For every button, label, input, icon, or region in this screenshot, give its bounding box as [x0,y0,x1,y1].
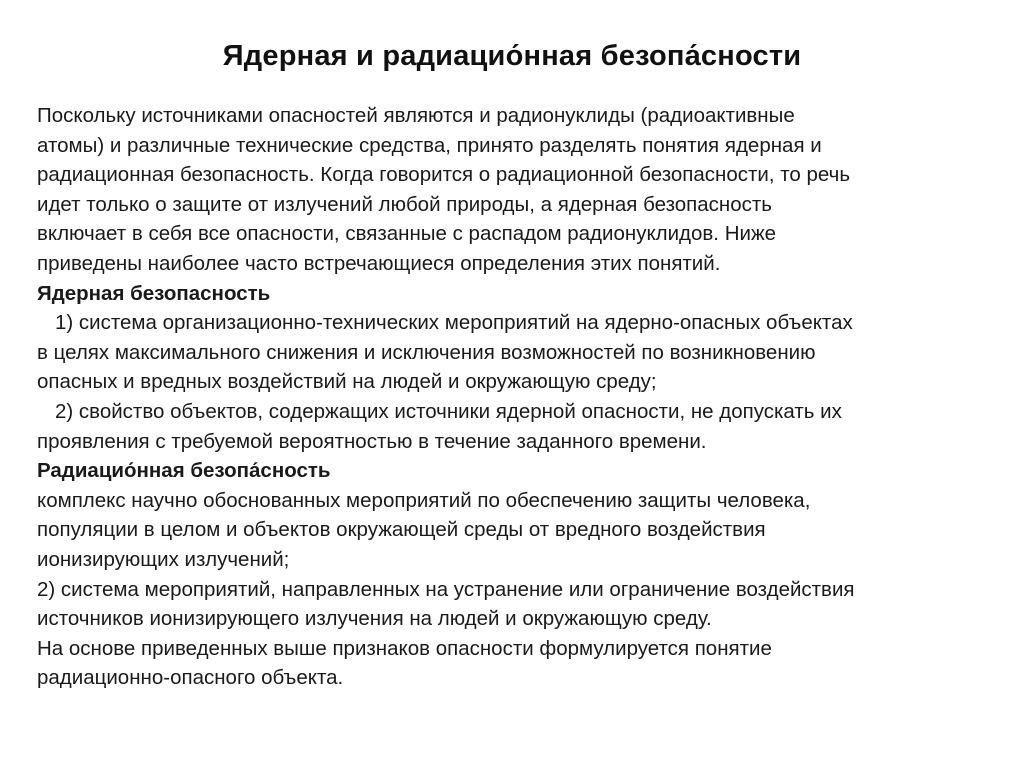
slide-body [37,101,997,693]
definition-line: 2) система мероприятий, направленных на устранение или ограничение воздействия [37,577,855,601]
definition-line: проявления с требуемой вероятностью в течение заданного времени. [37,429,707,453]
intro-line: приведены наиболее часто встречающиеся определения этих понятий. [37,251,721,275]
radiation-safety-heading: Радиацио́нная безопа́сность [37,459,331,483]
definition-line: опасных и вредных воздействий на людей и окружающую среду; [37,370,657,394]
radiation-definition-1 [37,486,997,575]
definition-line: 1) система организационно-технических мероприятий на ядерно-опасных объектах [55,311,853,335]
intro-paragraph [37,101,997,279]
conclusion-line: радиационно-опасного объекта. [37,666,344,690]
conclusion-line: На основе приведенных выше признаков опасности формулируется понятие [37,636,772,660]
radiation-definition-2 [37,575,997,634]
definition-line: популяции в целом и объектов окружающей среды от вредного воздействия [37,518,766,542]
intro-line: радиационная безопасность. Когда говорится о радиационной безопасности, то речь [37,163,850,187]
definition-line: 2) свойство объектов, содержащих источники ядерной опасности, не допускать их [55,399,842,423]
slide-title: Ядерная и радиацио́нная безопа́сности [222,40,802,72]
conclusion-paragraph [37,634,997,693]
intro-line: Поскольку источниками опасностей являются и радионуклиды (радиоактивные [37,104,795,127]
definition-line: ионизирующих излучений; [37,547,290,571]
definition-line: комплекс научно обоснованных мероприятий по обеспечению защиты человека, [37,488,811,512]
definition-line: источников ионизирующего излучения на людей и окружающую среду. [37,607,712,631]
definition-line: в целях максимального снижения и исключения возможностей по возникновению [37,340,816,364]
nuclear-definition-1 [37,308,997,397]
nuclear-safety-heading: Ядерная безопасность [37,281,271,305]
nuclear-definition-2 [37,397,997,456]
intro-line: включает в себя все опасности, связанные с распадом радионуклидов. Ниже [37,222,777,246]
intro-line: идет только о защите от излучений любой природы, а ядерная безопасность [37,192,772,216]
intro-line: атомы) и различные технические средства, принято разделять понятия ядерная и [37,133,822,157]
